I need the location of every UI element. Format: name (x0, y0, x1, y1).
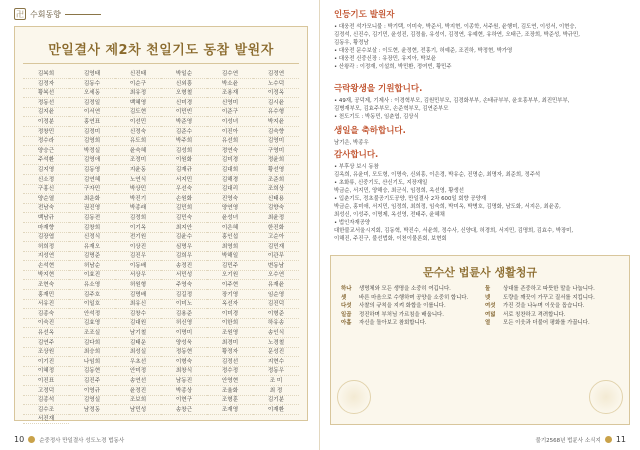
participant-name: 송창근 (161, 407, 207, 415)
rule-item (341, 303, 477, 311)
participant-name: 유소영 (69, 282, 115, 290)
participant-name: 유재오 (69, 244, 115, 252)
rule-item (341, 295, 477, 303)
section-birthday (334, 124, 628, 147)
participant-name: 나임희 (69, 359, 115, 367)
section-title: 극락왕생을 기원합니다. (334, 84, 423, 94)
participant-name: 박종상 (161, 388, 207, 396)
participant-name: 최유신 (115, 301, 161, 309)
participant-name: 이정분 (23, 119, 69, 127)
participant-name: 허신영 (161, 320, 207, 328)
page-number: 11 (615, 435, 626, 444)
participant-name: 이진표 (23, 378, 69, 386)
participant-name: 조현숙 (23, 282, 69, 290)
participant-name: 윤숙혜 (115, 148, 161, 156)
participant-name: 김종숙 (23, 311, 69, 319)
participant-name: 정창민 (23, 129, 69, 137)
participant-name: 김대원 (115, 320, 161, 328)
participant-name: 양승근 (23, 148, 69, 156)
rule-text: 생명체와 모든 생명을 소중히 여깁니다. (359, 286, 451, 292)
participant-name: 최유정 (115, 90, 161, 98)
participant-name: 조용재 (207, 90, 253, 98)
participant-name: 최성실 (115, 349, 161, 357)
participant-name: 이상진 (115, 244, 161, 252)
participant-name: 허남순 (69, 263, 115, 271)
participant-name: 변동남 (253, 263, 299, 271)
section-line: 김병재부모, 김효주부모, 손준혁부모, 김연준부모 (334, 106, 449, 112)
participant-name: 문성진 (253, 349, 299, 357)
participant-name: 김진주 (69, 378, 115, 386)
participant-name: 송정진 (161, 263, 207, 271)
participant-name: 정윤희 (253, 157, 299, 165)
rule-text: 사찰의 규칙을 지켜 화합을 이룹니다. (359, 303, 446, 310)
participant-name: 고순아 (253, 234, 299, 242)
participants-box (14, 26, 308, 421)
section-title: 생일을 축하합니다. (334, 126, 406, 136)
participant-name: 우선숙 (161, 186, 207, 194)
participant-name: 옥선자 (207, 301, 253, 309)
footer-text: 순중정사 만일결사 성도노경 법동사 (39, 437, 125, 444)
rule-item (341, 286, 477, 294)
footer-dot-icon (605, 436, 612, 443)
participant-name: 박준영 (161, 119, 207, 127)
participant-name: 이미경 (207, 311, 253, 319)
participant-name: 이영규 (69, 388, 115, 396)
participant-name: 서유진 (23, 301, 69, 309)
footer-dot-icon (28, 436, 35, 443)
participant-name: 김숙향 (253, 129, 299, 137)
section-title: 감사합니다. (334, 150, 379, 160)
participant-name: 이기진 (23, 359, 69, 367)
rule-number: 다섯 (341, 303, 352, 310)
participant-name: 신외흥 (161, 81, 207, 89)
participants-grid (23, 71, 299, 424)
participant-name: 신진태 (115, 71, 161, 79)
rule-item (485, 286, 621, 294)
participant-name: 박상민 (115, 186, 161, 194)
participant-name: 구홍신 (23, 186, 69, 194)
participant-name: 김민숙 (161, 215, 207, 223)
participant-name: 전남숙 (23, 205, 69, 213)
participant-name: 이동배 (115, 263, 161, 271)
participant-name: 박진기 (115, 196, 161, 204)
participant-name: 마재향 (23, 225, 69, 233)
participant-name: 박지현 (23, 272, 69, 280)
participant-name: 김정미 (69, 129, 115, 137)
participant-name: 김향숙 (253, 205, 299, 213)
participant-name: 주석환 (23, 157, 69, 165)
section-line: 박금순, 홍미애, 서지민, 임정희, 최희정, 임숙희, 박미옥, 박병호, 김명화, 남도화, 서지은, 최윤종, (334, 204, 561, 210)
participant-name: 김명준 (69, 253, 115, 261)
participant-name: 이원화 (161, 157, 207, 165)
participant-name: 조정미 (115, 157, 161, 165)
participant-name: 김윤수 (161, 234, 207, 242)
rules-box (330, 255, 630, 425)
participant-name: 김지윤 (23, 109, 69, 117)
participant-name: 서진재 (23, 416, 69, 424)
participant-name: 김미경 (207, 157, 253, 165)
participant-name: 양성욱 (161, 340, 207, 348)
participant-name: 김민희 (161, 205, 207, 213)
participant-name: 이명미 (161, 330, 207, 338)
rule-text: 상대를 존중하고 따뜻한 말을 나눕니다. (503, 286, 595, 292)
participant-name: 김진덕 (253, 301, 299, 309)
participant-name: 김준수 (161, 129, 207, 137)
participant-name: 이일호 (69, 301, 115, 309)
section-line: • 대웅전 문수보살 : 이도현, 윤정현, 전홍기, 허예준, 조진하, 박정현, 박가영 (334, 48, 513, 54)
participant-name: 오기원 (207, 272, 253, 280)
participant-name: 김주호 (69, 292, 115, 300)
section-line: 김옥희, 유윤미, 모도형, 이명숙, 신외흥, 이은경, 박유순, 진명순, 최명자, 최준희, 정주석 (334, 172, 541, 178)
participant-name: 신태용 (253, 196, 299, 204)
participant-name: 조재영 (207, 407, 253, 415)
participant-name: 박주희 (161, 138, 207, 146)
participant-name: 박정실 (69, 148, 115, 156)
participant-name: 허원형 (115, 282, 161, 290)
section-line: • 부후상 보시 동참 (334, 164, 379, 170)
participant-name: 안미정 (115, 368, 161, 376)
participant-name: 김복희 (23, 71, 69, 79)
participant-name: 이정옥 (253, 90, 299, 98)
participant-name: 김정일 (69, 100, 115, 108)
participant-name: 최 정 (253, 388, 299, 396)
participant-name: 김대리 (207, 186, 253, 194)
participant-name: 구자민 (69, 186, 115, 194)
participant-name: 남기철 (115, 330, 161, 338)
rule-item (485, 303, 621, 311)
section-line: 박금순, 서지민, 양해승, 최군식, 임정희, 옥선영, 황생선 (334, 188, 464, 194)
participant-name: 서상우 (115, 272, 161, 280)
participant-name: 최경미 (207, 340, 253, 348)
participant-name: 이은혜 (207, 225, 253, 233)
section-line: 김동우, 황정남 (334, 40, 369, 46)
participant-name: 이숙진 (23, 320, 69, 328)
participant-name: 김창수 (115, 311, 161, 319)
participant-name: 이서연 (69, 109, 115, 117)
participant-name: 조준희 (253, 177, 299, 185)
participant-name: 김민재 (253, 244, 299, 252)
participant-name: 윤정진 (115, 388, 161, 396)
participant-name: 이재환 (253, 407, 299, 415)
participant-name: 김재규 (161, 167, 207, 175)
participant-name: 이순구 (115, 81, 161, 89)
participant-name: 손원화 (161, 196, 207, 204)
rule-number: 둘 (485, 286, 491, 292)
participant-name: 노경철 (253, 340, 299, 348)
participant-name: 김태운 (115, 340, 161, 348)
lotus-ornament-icon (589, 380, 623, 414)
participant-name: 이성녀 (207, 119, 253, 127)
participant-name: 김희우 (161, 253, 207, 261)
participant-name: 오수연 (253, 272, 299, 280)
participant-name: 양순열 (23, 196, 69, 204)
participant-name: 서지민 (161, 177, 207, 185)
participant-name: 오세동 (69, 90, 115, 98)
participant-name: 지성연 (23, 253, 69, 261)
participant-name: 김장엽 (23, 234, 69, 242)
participant-name: 이선민 (115, 119, 161, 127)
rule-item (485, 295, 621, 303)
participant-name: 김연주 (23, 340, 69, 348)
participant-name: 유재윤 (253, 282, 299, 290)
participant-name: 노연식 (115, 177, 161, 185)
participant-name: 이주현 (207, 282, 253, 290)
rule-item (485, 312, 621, 320)
rule-text: 도량을 깨끗이 가꾸고 질서를 지킵니다. (503, 294, 595, 301)
rule-number: 여덟 (485, 311, 496, 318)
participant-name: 유선희 (207, 138, 253, 146)
participant-name: 정동현 (161, 349, 207, 357)
participant-name: 이진아 (207, 129, 253, 137)
rule-text: 모든 이웃과 더불어 평화를 가꿉니다. (503, 320, 590, 327)
participant-name: 김종석 (23, 397, 69, 405)
participant-name: 송연선 (115, 378, 161, 386)
participant-name: 이미노 (161, 301, 207, 309)
participant-name: 한진화 (253, 225, 299, 233)
participant-name: 권진영 (69, 205, 115, 213)
participant-name: 조 미 (253, 378, 299, 386)
participant-name: 장기영 (207, 292, 253, 300)
section-line: 김정석, 신진수, 김기민, 윤성진, 김정율, 유성이, 김정연, 유예현, 유하연, 오태근, 조장희, 박준성, 박규민, (334, 32, 580, 38)
participant-name: 최창식 (161, 368, 207, 376)
participants-title: 만일결사 제2차 천일기도 동참 발원자 (48, 43, 274, 58)
participant-name: 조조실 (69, 330, 115, 338)
participant-name: 정연숙 (207, 148, 253, 156)
right-page (320, 0, 640, 450)
participant-name: 김정희 (115, 215, 161, 223)
participant-name: 지윤동 (115, 167, 161, 175)
rule-number: 아홉 (341, 320, 352, 327)
participant-name: 고정덕 (23, 388, 69, 396)
participant-name: 박소윤 (207, 81, 253, 89)
participant-name: 윤성녀 (207, 215, 253, 223)
participant-name: 박일순 (161, 71, 207, 79)
section-tag-label: 수회동향 (30, 9, 61, 19)
participant-name: 박해일 (207, 253, 253, 261)
section-line: 남기은, 박종우 (334, 140, 369, 146)
rule-item (341, 312, 477, 320)
participant-name: 김길정 (161, 292, 207, 300)
participant-name: 안영현 (207, 378, 253, 386)
participant-name: 최영희 (207, 244, 253, 252)
section-line: • 법인자재공양 (334, 220, 371, 226)
participant-name: 김동전 (69, 215, 115, 223)
participant-name: 김영애 (69, 157, 115, 165)
section-line: • 초화류, 신중기도, 산신기도, 지장재일 (334, 180, 428, 186)
participant-name: 이민빈 (161, 109, 207, 117)
participant-name: 김지영 (23, 167, 69, 175)
participant-name: 조원영 (207, 330, 253, 338)
footer-text: 불기2568년 법륜사 소식지 (535, 437, 601, 444)
participant-name: 김동수 (69, 81, 115, 89)
participant-name: 임순영 (253, 292, 299, 300)
participant-name: 남정동 (69, 407, 115, 415)
participant-name: 최승희 (69, 349, 115, 357)
section-tag-rule (65, 14, 101, 15)
participant-name: 김수연 (207, 71, 253, 79)
lotus-ornament-icon (337, 380, 371, 414)
section-line: • 대웅전 신중신장 : 유장민, 유지아, 박보윤 (334, 56, 437, 62)
participant-name: 김진우 (115, 253, 161, 261)
participant-name: 홍연표 (69, 119, 115, 127)
page-number: 10 (14, 435, 25, 444)
participant-name: 유수형 (253, 109, 299, 117)
rule-number: 하나 (341, 286, 352, 292)
participant-name: 이기옥 (115, 225, 161, 233)
section-title: 인등기도 발원자 (334, 10, 395, 20)
section-line: • 입춘기도, 정초불공기도공양, 만일결사 2차 600일 회향 공양재 (334, 196, 487, 202)
participant-name: 이효진 (69, 272, 115, 280)
participant-name: 황선영 (253, 167, 299, 175)
participant-name: 김정선 (207, 359, 253, 367)
rule-text: 가진 것을 나누며 이웃을 돕습니다. (503, 303, 585, 310)
section-line: • 대웅전 석가모니불 : 박기택, 이미숙, 박준서, 박지현, 이종학, 서주원, 윤행미, 김도연, 이성서, 이현승, (334, 24, 577, 30)
rules-title: 문수산 법륜사 생활청규 (423, 266, 537, 279)
participant-name: 양연영 (207, 205, 253, 213)
section-line: • 49재, 공덕제, 기제사 : 이경혁부모, 김원민부모, 김경화부부, 손태규부부, 윤호흥부부, 최진민부부, (334, 98, 570, 104)
participant-name: 박종래 (115, 205, 161, 213)
participant-name: 조상원 (23, 349, 69, 357)
participant-name: 남민성 (115, 407, 161, 415)
participant-name: 지현수 (253, 359, 299, 367)
participant-name: 송인식 (253, 330, 299, 338)
participant-name: 남동진 (161, 378, 207, 386)
section-line: 대한불교서울시지회, 김동혁, 박진수, 서윤희, 정수사, 신양대, 허경희, 서지민, 김명희, 김효수, 박장미, (334, 228, 574, 234)
participant-name: 김민주 (207, 263, 253, 271)
participant-name: 김도현 (115, 109, 161, 117)
participant-name: 정동선 (23, 100, 69, 108)
rule-text: 자신을 돌아보고 참회합니다. (359, 320, 427, 327)
participant-name: 신소정 (23, 177, 69, 185)
participant-name: 하유송 (253, 320, 299, 328)
rule-item (485, 320, 621, 328)
participant-name: 김영희 (69, 138, 115, 146)
rule-number: 열 (485, 320, 491, 327)
participant-name: 황복선 (23, 90, 69, 98)
section-lamp (334, 8, 628, 71)
participant-name: 우초선 (115, 359, 161, 367)
rule-item (341, 320, 477, 328)
rule-number: 넷 (485, 294, 491, 301)
section-line: • 천도기도 : 박동민, 임춘엽, 김상식 (334, 114, 419, 120)
section-tag (14, 8, 101, 20)
section-line: 이해진, 주진구, 불선법화, 이천이물론회, 보현회 (334, 236, 447, 242)
rule-text: 바른 마음으로 수행하며 공양을 소중히 합니다. (359, 294, 469, 301)
participant-name: 김정연 (253, 71, 299, 79)
participant-name: 최지안 (161, 225, 207, 233)
participant-name: 노수덕 (253, 81, 299, 89)
participant-name: 정수정 (207, 368, 253, 376)
participant-name: 김정자 (23, 81, 69, 89)
participant-name: 오형철 (161, 90, 207, 98)
participant-name: 이관무 (253, 253, 299, 261)
participant-name: 안석정 (69, 311, 115, 319)
participant-name: 심명우 (161, 244, 207, 252)
participant-name: 김창희 (69, 225, 115, 233)
participant-name: 이현구 (161, 397, 207, 405)
participant-name: 백혜영 (115, 100, 161, 108)
participant-name: 김해경 (207, 177, 253, 185)
participant-name: 정동우 (253, 368, 299, 376)
participant-name: 이한희 (207, 320, 253, 328)
participant-name: 홍인섭 (207, 234, 253, 242)
participant-name: 구영미 (253, 148, 299, 156)
participant-name: 주영숙 (161, 282, 207, 290)
participant-name: 이준구 (207, 109, 253, 117)
participant-name: 손석현 (23, 263, 69, 271)
participant-name: 유도희 (115, 138, 161, 146)
participant-name: 신정식 (69, 234, 115, 242)
participant-name: 조희상 (253, 186, 299, 194)
participant-name: 황정자 (207, 349, 253, 357)
left-footer (14, 435, 124, 444)
participant-name: 백남규 (23, 215, 69, 223)
participant-name: 서민성 (161, 272, 207, 280)
participant-name: 김다희 (69, 340, 115, 348)
participant-name: 신정숙 (115, 129, 161, 137)
participant-name: 박지윤 (253, 119, 299, 127)
section-line: • 산왕각 : 이정재, 이설희, 박민환, 정여빈, 황민주 (334, 64, 452, 70)
participant-name: 허희정 (23, 244, 69, 252)
participant-name: 최윤정 (253, 215, 299, 223)
rule-text: 정진하며 부처님 가르침을 배웁니다. (359, 311, 444, 318)
participant-name: 신영미 (207, 100, 253, 108)
participant-name: 김영실 (69, 397, 115, 405)
participant-name: 김대희 (207, 167, 253, 175)
title-divider (23, 63, 299, 64)
participant-name: 김용준 (161, 311, 207, 319)
participant-name: 이형준 (253, 311, 299, 319)
participant-name: 김동영 (69, 167, 115, 175)
participant-name: 최운화 (69, 196, 115, 204)
rule-number: 일곱 (341, 311, 352, 318)
rules-list (341, 286, 621, 329)
participant-name: 김영미 (253, 138, 299, 146)
participant-name: 신미경 (161, 100, 207, 108)
participant-name: 조형훈 (207, 397, 253, 405)
participant-name: 이혜정 (23, 368, 69, 376)
section-thanks (334, 148, 628, 243)
participant-name: 이형숙 (161, 359, 207, 367)
participant-name: 유선옥 (23, 330, 69, 338)
participant-name: 조율화 (207, 388, 253, 396)
participant-name: 김연혜 (69, 177, 115, 185)
participant-name: 김명배 (115, 292, 161, 300)
participant-name: 김수조 (23, 407, 69, 415)
participant-name: 김기분 (253, 397, 299, 405)
participant-name: 정수라 (23, 138, 69, 146)
rule-number: 셋 (341, 294, 347, 301)
section-line: 최성신, 이성주, 이명제, 옥선영, 전태주, 윤혜채 (334, 212, 445, 218)
participant-name: 김시윤 (253, 100, 299, 108)
participant-name: 진영숙 (207, 196, 253, 204)
participant-name: 전기원 (115, 234, 161, 242)
rule-text: 서로 칭찬하고 격려합니다. (503, 311, 566, 318)
participant-name: 김효영 (69, 320, 115, 328)
participant-name: 김동현 (69, 368, 115, 376)
rule-number: 여섯 (485, 303, 496, 310)
right-footer (536, 435, 627, 444)
section-rebirth (334, 82, 628, 121)
participant-name: 김성희 (161, 148, 207, 156)
participant-name: 조보희 (115, 397, 161, 405)
participant-name: 홍재민 (23, 292, 69, 300)
temple-icon: 卍 (16, 9, 24, 19)
participant-name: 김영태 (69, 71, 115, 79)
